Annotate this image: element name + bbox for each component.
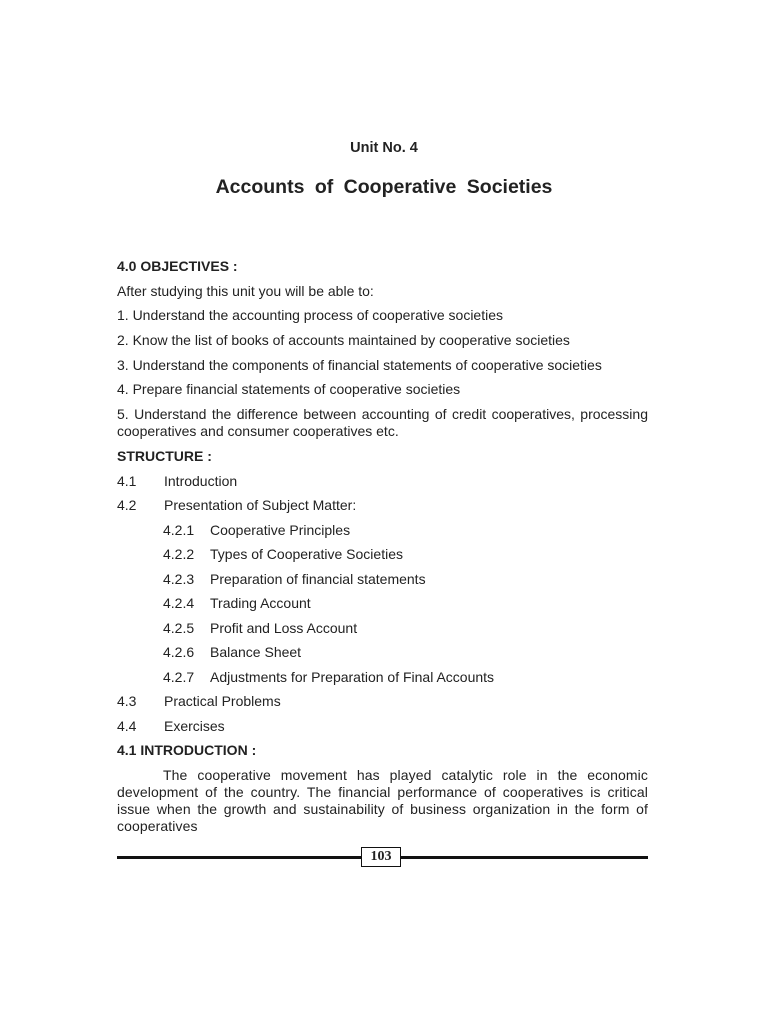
structure-entry-number: 4.2.6 (163, 644, 195, 660)
structure-entry-text: Cooperative Principles (210, 522, 351, 538)
footer-rule-right (401, 856, 648, 859)
structure-entry-text: Balance Sheet (210, 644, 302, 660)
structure-entry-text: Adjustments for Preparation of Final Accounts (210, 669, 495, 685)
structure-subentry (163, 522, 694, 539)
objectives-heading: 4.0 OBJECTIVES : (117, 258, 238, 274)
objective-item: 1. Understand the accounting process of cooperative societies (117, 307, 504, 323)
page-number: 103 (361, 847, 401, 867)
objective-item: 2. Know the list of books of accounts maintained by cooperative societies (117, 332, 570, 348)
objective-item: 3. Understand the components of financial statements of cooperative societies (117, 357, 602, 373)
structure-entry-text: Exercises (164, 718, 225, 734)
structure-subentry (163, 546, 694, 563)
structure-entry-number: 4.2.2 (163, 546, 195, 562)
structure-entry-number: 4.1 (117, 473, 137, 489)
structure-entry-text: Trading Account (210, 595, 311, 611)
structure-entry-text: Profit and Loss Account (210, 620, 358, 636)
unit-number: Unit No. 4 (350, 140, 418, 156)
footer-rule-left (117, 856, 361, 859)
structure-entry-number: 4.3 (117, 693, 137, 709)
page-title: Accounts of Cooperative Societies (215, 176, 553, 198)
structure-entry-text: Types of Cooperative Societies (210, 546, 403, 562)
structure-subentry (163, 571, 694, 588)
structure-entry (117, 497, 648, 514)
structure-subentry (163, 595, 694, 612)
structure-subentry (163, 620, 694, 637)
structure-entry-number: 4.2 (117, 497, 137, 513)
structure-entry-number: 4.2.1 (163, 522, 195, 538)
objectives-intro: After studying this unit you will be able to: (117, 283, 374, 299)
introduction-paragraph: The cooperative movement has played catalytic role in the economic development of the country. The financial performance of cooperatives is critical issue when the growth and sustainability of business organization in the form of cooperatives (117, 767, 648, 834)
objective-item: 4. Prepare financial statements of cooperative societies (117, 381, 461, 397)
introduction-heading: 4.1 INTRODUCTION : (117, 742, 257, 758)
objective-item: 5. Understand the difference between accounting of credit cooperatives, processing cooperatives and consumer cooperatives etc. (117, 406, 648, 439)
structure-subentry (163, 669, 694, 686)
structure-entry-number: 4.2.5 (163, 620, 195, 636)
structure-subentry (163, 644, 694, 661)
structure-entry-text: Practical Problems (164, 693, 281, 709)
structure-entry-number: 4.2.3 (163, 571, 195, 587)
structure-entry (117, 693, 648, 710)
structure-entry (117, 718, 648, 735)
structure-entry-text: Presentation of Subject Matter: (164, 497, 357, 513)
structure-heading: STRUCTURE : (117, 448, 212, 464)
structure-entry-number: 4.4 (117, 718, 137, 734)
structure-entry-text: Preparation of financial statements (210, 571, 426, 587)
structure-entry-number: 4.2.7 (163, 669, 195, 685)
structure-entry-number: 4.2.4 (163, 595, 195, 611)
structure-entry-text: Introduction (164, 473, 238, 489)
structure-entry (117, 473, 648, 490)
